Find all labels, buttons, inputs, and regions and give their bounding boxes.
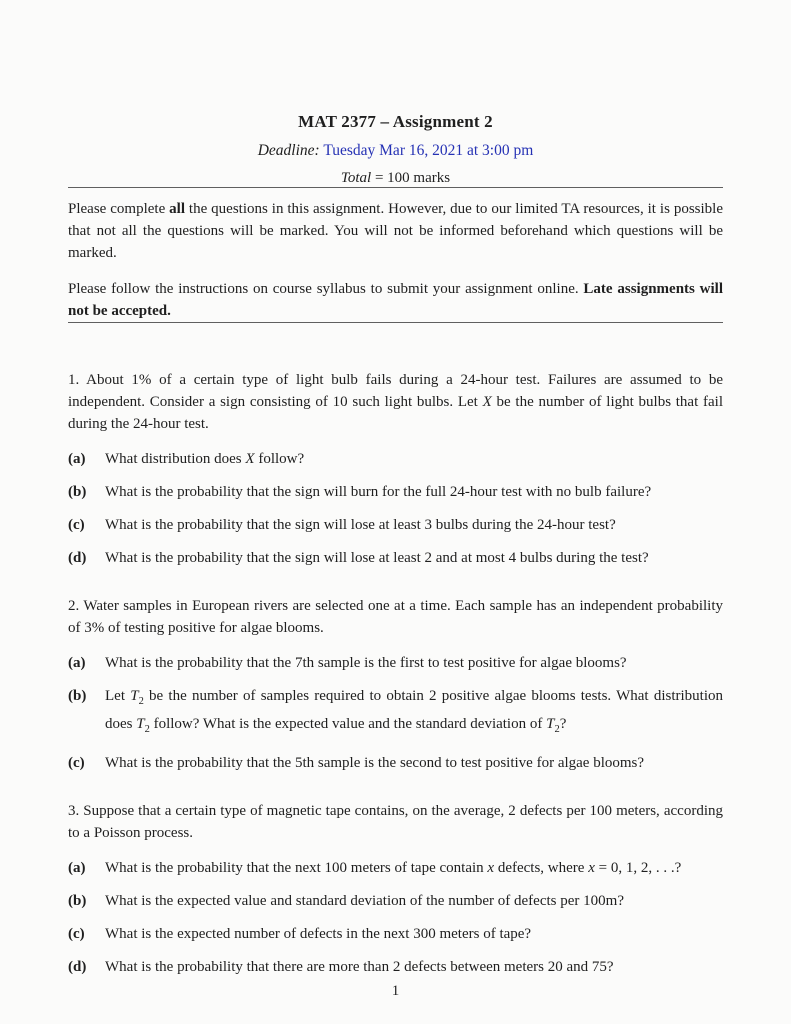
text-run: = 0, 1, 2, . . .? [594,860,682,876]
page-number: 1 [391,983,400,999]
text-run: defects, where [494,860,589,876]
text-run: 3. Suppose that a certain type of magnetic tape contains, on the average, 2 defects per 100 meters, according to a Poisson process. [68,803,723,841]
divider-bottom [68,322,723,323]
part-label: (c) [68,926,85,942]
question-1-part-c [68,514,723,536]
text-run: be the number of samples required to obtain 2 positive algae blooms tests. What distribution does [105,688,723,732]
question-2-part-c [68,752,723,774]
part-text [105,514,723,536]
part-text [105,652,723,674]
part-text [105,448,723,470]
question-2 [68,595,723,774]
text-run: Please complete [68,201,170,217]
text-run: What is the probability that the sign will burn for the full 24-hour test with no bulb failure? [105,484,652,500]
part-text [105,956,723,978]
text-run: What is the probability that the 7th sample is the first to test positive for algae blooms? [105,655,627,671]
text-run: be the number of light bulbs that fail during the 24-hour test. [68,394,723,432]
question-3-part-c [68,923,723,945]
text-run: 2 [138,696,144,707]
question-3-intro [68,800,723,844]
question-1-intro [68,369,723,435]
text-run: What distribution does [105,451,246,467]
question-1-part-a [68,448,723,470]
part-text [105,923,723,945]
instructions-paragraph-1 [68,198,723,264]
total-marks-line [68,170,723,187]
text-run: = 100 marks [371,170,451,186]
question-1-part-d [68,547,723,569]
question-1-part-b [68,481,723,503]
question-3-part-b [68,890,723,912]
text-run: x [487,860,495,876]
text-run: T [546,716,555,732]
assignment-title: MAT 2377 – Assignment 2 [298,112,493,131]
part-label: (a) [68,451,86,467]
part-label: (a) [68,655,86,671]
text-run: Late assignments will not be accepted. [68,281,724,319]
part-text [105,752,723,774]
part-label: (d) [68,550,87,566]
divider-top [68,187,723,188]
text-run: x [588,860,595,876]
text-run: What is the expected value and standard deviation of the number of defects per 100m? [105,893,624,909]
deadline-value: Tuesday Mar 16, 2021 at 3:00 pm [323,142,534,159]
part-label: (b) [68,484,87,500]
text-run: X [482,394,492,410]
question-3-part-a [68,857,723,879]
text-run: What is the probability that the 5th sample is the second to test positive for algae blooms? [105,755,645,771]
text-run: What is the expected number of defects in the next 300 meters of tape? [105,926,532,942]
text-run: T [136,716,145,732]
text-run: the questions in this assignment. However, due to our limited TA resources, it is possible that not all the questions will be marked. You will not be informed beforehand which questions will be marked. [68,201,724,261]
part-label: (b) [68,688,87,704]
document-header [68,112,723,187]
part-label: (c) [68,755,85,771]
part-text [105,685,723,741]
text-run: 2 [144,724,150,735]
text-run: Total [340,170,372,186]
text-run: Let [105,688,131,704]
deadline-label: Deadline: [257,142,320,159]
part-label: (b) [68,893,87,909]
question-1 [68,369,723,569]
instructions-paragraph-2 [68,278,723,322]
part-label: (c) [68,517,85,533]
question-3 [68,800,723,978]
part-label: (a) [68,860,86,876]
text-run: What is the probability that the next 100 meters of tape contain [105,860,488,876]
text-run: What is the probability that the sign will lose at least 3 bulbs during the 24-hour test? [105,517,616,533]
questions-section [68,369,723,978]
text-run: T [130,688,139,704]
text-run: Please follow the instructions on course syllabus to submit your assignment online. [68,281,584,297]
question-2-part-a [68,652,723,674]
part-label: (d) [68,959,87,975]
question-2-part-b [68,685,723,741]
text-run: What is the probability that the sign will lose at least 2 and at most 4 bulbs during the test? [105,550,649,566]
part-text [105,857,723,879]
text-run: 2 [554,724,560,735]
text-run: all [169,201,185,217]
text-run: 2. Water samples in European rivers are selected one at a time. Each sample has an independent probability of 3% of testing positive for algae blooms. [68,598,723,636]
question-3-part-d [68,956,723,978]
text-run: X [245,451,255,467]
part-text [105,547,723,569]
part-text [105,890,723,912]
text-run: follow? What is the expected value and the standard deviation of [149,716,547,732]
question-2-intro [68,595,723,639]
text-run: follow? [254,451,305,467]
deadline-line [68,142,723,160]
text-run: 1. About 1% of a certain type of light bulb fails during a 24-hour test. Failures are assumed to be independent. Consider a sign consisting of 10 such light bulbs. Let [68,372,723,410]
text-run: ? [559,716,567,732]
part-text [105,481,723,503]
instructions-block [68,198,723,322]
text-run: What is the probability that there are more than 2 defects between meters 20 and 75? [105,959,614,975]
